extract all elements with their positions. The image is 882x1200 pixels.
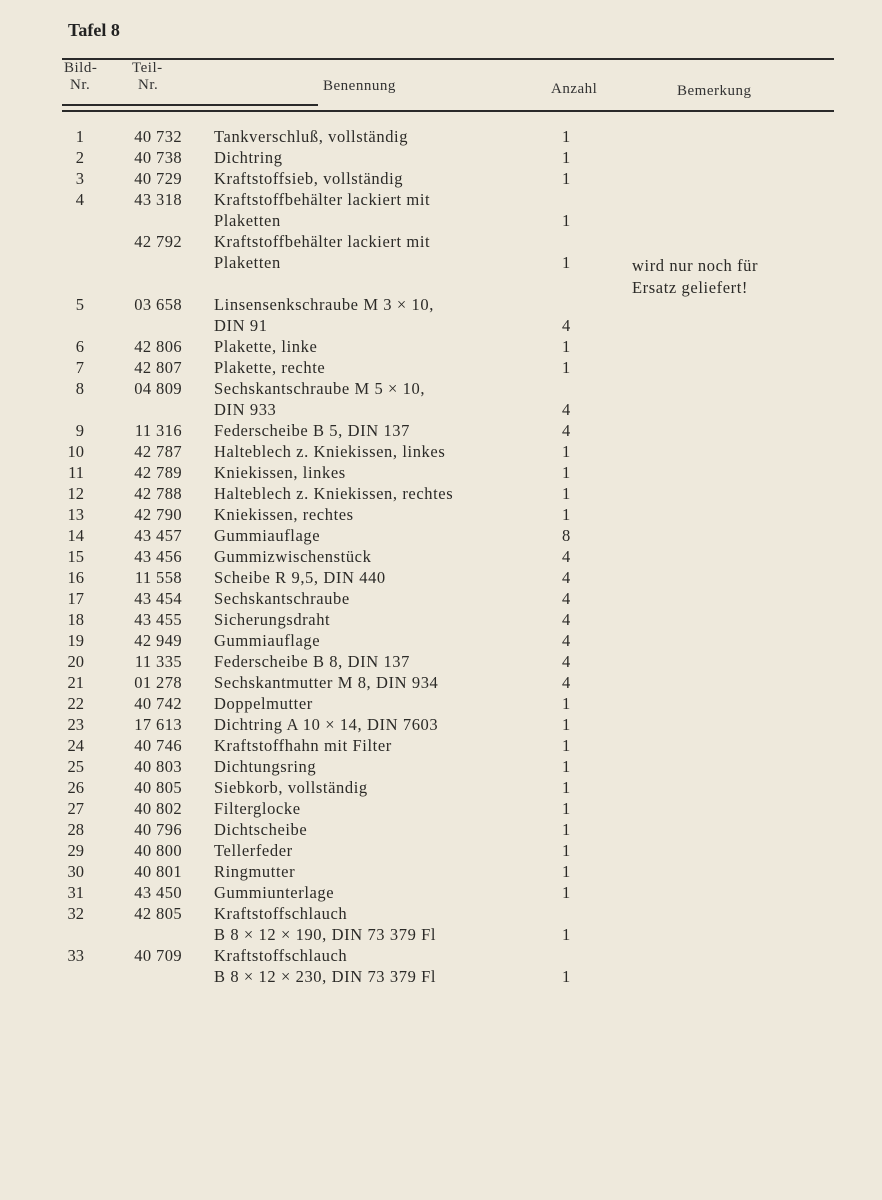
cell-anzahl: 1 [562,967,571,986]
cell-bild-nr: 9 [75,421,84,440]
cell-teil-nr: 43 450 [134,883,182,902]
cell-anzahl: 1 [562,358,571,377]
cell-bild-nr: 10 [67,442,84,461]
cell-anzahl: 1 [562,820,571,839]
cell-benennung: Halteblech z. Kniekissen, rechtes [214,484,454,503]
cell-anzahl: 4 [562,547,571,566]
cell-benennung: Dichtungsring [214,757,317,776]
cell-bild-nr: 21 [67,673,84,692]
cell-teil-nr: 40 742 [134,694,182,713]
cell-anzahl: 1 [562,484,571,503]
cell-benennung: B 8 × 12 × 190, DIN 73 379 Fl [214,925,437,944]
cell-teil-nr: 42 788 [134,484,182,503]
cell-benennung: Sechskantmutter M 8, DIN 934 [214,673,439,692]
cell-teil-nr: 11 335 [134,652,182,671]
cell-benennung: Dichtscheibe [214,820,308,839]
cell-benennung: Gummiauflage [214,631,321,650]
cell-anzahl: 8 [562,526,571,545]
cell-bild-nr: 4 [75,190,84,209]
cell-benennung: Doppelmutter [214,694,313,713]
cell-teil-nr: 04 809 [134,379,182,398]
header-teil-line1: Teil- [132,60,163,76]
cell-bild-nr: 26 [67,778,84,797]
cell-teil-nr: 01 278 [134,673,182,692]
cell-anzahl: 1 [562,925,571,944]
cell-bild-nr: 20 [67,652,84,671]
cell-benennung: Linsensenkschraube M 3 × 10, [214,295,434,314]
cell-teil-nr: 40 709 [134,946,182,965]
cell-anzahl: 4 [562,652,571,671]
cell-benennung: Kniekissen, linkes [214,463,346,482]
cell-bild-nr: 22 [67,694,84,713]
header-bild-line1: Bild- [64,60,98,76]
header-bild-nr [64,60,97,94]
cell-anzahl: 4 [562,610,571,629]
cell-teil-nr: 42 807 [134,358,182,377]
cell-benennung: Federscheibe B 5, DIN 137 [214,421,411,440]
cell-anzahl: 1 [562,778,571,797]
cell-anzahl: 4 [562,589,571,608]
cell-benennung: DIN 933 [214,400,277,419]
cell-benennung: Filterglocke [214,799,301,818]
cell-benennung: Plakette, linke [214,337,318,356]
header-bottom-rule [62,110,834,112]
cell-bild-nr: 15 [67,547,84,566]
cell-teil-nr: 11 558 [134,568,182,587]
remark-line2: Ersatz geliefert! [632,278,749,297]
cell-teil-nr: 43 457 [134,526,182,545]
cell-teil-nr: 40 729 [134,169,182,188]
cell-bild-nr: 3 [75,169,84,188]
cell-benennung: Sechskantschraube [214,589,350,608]
cell-teil-nr: 40 738 [134,148,182,167]
cell-bild-nr: 32 [67,904,84,923]
header-teil-line2: Nr. [138,77,159,93]
cell-bild-nr: 30 [67,862,84,881]
cell-anzahl: 1 [562,715,571,734]
cell-bild-nr: 23 [67,715,84,734]
cell-anzahl: 1 [562,757,571,776]
cell-teil-nr: 42 790 [134,505,182,524]
cell-bild-nr: 29 [67,841,84,860]
header-bemerkung: Bemerkung [677,83,752,99]
header-anzahl: Anzahl [551,81,598,97]
cell-anzahl: 4 [562,673,571,692]
cell-teil-nr: 42 789 [134,463,182,482]
cell-benennung: Kraftstoffsieb, vollständig [214,169,404,188]
cell-anzahl: 1 [562,148,571,167]
cell-anzahl: 1 [562,799,571,818]
cell-benennung: Plaketten [214,211,281,230]
cell-benennung: Sicherungsdraht [214,610,331,629]
cell-benennung: Plaketten [214,253,281,272]
cell-bild-nr: 11 [68,463,84,482]
cell-benennung: Gummiunterlage [214,883,335,902]
cell-anzahl: 4 [562,316,571,335]
cell-benennung: Sechskantschraube M 5 × 10, [214,379,426,398]
remark-line1: wird nur noch für [632,256,759,275]
cell-teil-nr: 40 800 [134,841,182,860]
cell-teil-nr: 40 803 [134,757,182,776]
cell-teil-nr: 11 316 [134,421,182,440]
cell-teil-nr: 42 787 [134,442,182,461]
cell-bild-nr: 33 [67,946,84,965]
cell-bild-nr: 1 [75,127,84,146]
cell-bild-nr: 16 [67,568,84,587]
cell-anzahl: 1 [562,736,571,755]
cell-teil-nr: 03 658 [134,295,182,314]
cell-anzahl: 1 [562,694,571,713]
cell-bild-nr: 28 [67,820,84,839]
cell-benennung: Kniekissen, rechtes [214,505,354,524]
cell-anzahl: 1 [562,841,571,860]
cell-bild-nr: 19 [67,631,84,650]
cell-bild-nr: 31 [67,883,84,902]
header-top-rule [62,58,834,60]
cell-benennung: Siebkorb, vollständig [214,778,368,797]
cell-teil-nr: 43 318 [134,190,182,209]
cell-bild-nr: 27 [67,799,84,818]
cell-benennung: Scheibe R 9,5, DIN 440 [214,568,386,587]
cell-bild-nr: 13 [67,505,84,524]
cell-benennung: Plakette, rechte [214,358,326,377]
header-bild-line2: Nr. [70,77,91,93]
cell-bild-nr: 25 [67,757,84,776]
cell-bild-nr: 8 [75,379,84,398]
cell-anzahl: 1 [562,505,571,524]
page-title: Tafel 8 [68,20,120,40]
cell-teil-nr: 43 456 [134,547,182,566]
cell-anzahl: 4 [562,568,571,587]
cell-teil-nr: 40 805 [134,778,182,797]
cell-teil-nr: 42 792 [134,232,182,251]
cell-bild-nr: 18 [67,610,84,629]
cell-benennung: Kraftstoffhahn mit Filter [214,736,392,755]
cell-bild-nr: 24 [67,736,84,755]
cell-anzahl: 1 [562,883,571,902]
cell-anzahl: 1 [562,442,571,461]
cell-bild-nr: 12 [67,484,84,503]
cell-bild-nr: 17 [67,589,84,608]
cell-teil-nr: 42 806 [134,337,182,356]
cell-benennung: Kraftstoffbehälter lackiert mit [214,232,431,251]
cell-benennung: DIN 91 [214,316,268,335]
cell-teil-nr: 40 746 [134,736,182,755]
cell-teil-nr: 42 805 [134,904,182,923]
cell-benennung: Kraftstoffschlauch [214,946,348,965]
cell-bild-nr: 7 [75,358,84,377]
cell-teil-nr: 40 732 [134,127,182,146]
cell-benennung: Halteblech z. Kniekissen, linkes [214,442,446,461]
cell-bild-nr: 14 [67,526,84,545]
cell-anzahl: 4 [562,400,571,419]
cell-anzahl: 4 [562,631,571,650]
cell-teil-nr: 42 949 [134,631,182,650]
cell-benennung: Ringmutter [214,862,296,881]
cell-teil-nr: 40 802 [134,799,182,818]
cell-anzahl: 1 [562,211,571,230]
cell-benennung: Gummiauflage [214,526,321,545]
header-benennung: Benennung [323,78,396,94]
cell-benennung: Kraftstoffbehälter lackiert mit [214,190,431,209]
cell-teil-nr: 17 613 [134,715,182,734]
cell-teil-nr: 43 455 [134,610,182,629]
cell-bild-nr: 5 [75,295,84,314]
cell-anzahl: 4 [562,421,571,440]
cell-benennung: Gummizwischenstück [214,547,372,566]
cell-bild-nr: 2 [75,148,84,167]
cell-teil-nr: 40 801 [134,862,182,881]
cell-anzahl: 1 [562,253,571,272]
cell-benennung: Federscheibe B 8, DIN 137 [214,652,411,671]
cell-benennung: Dichtring A 10 × 14, DIN 7603 [214,715,439,734]
cell-benennung: Dichtring [214,148,283,167]
remark-note [632,255,758,299]
cell-anzahl: 1 [562,127,571,146]
header-bottom-rule-left [62,104,318,106]
cell-benennung: Kraftstoffschlauch [214,904,348,923]
cell-benennung: Tankverschluß, vollständig [214,127,409,146]
header-teil-nr [132,60,163,94]
cell-anzahl: 1 [562,463,571,482]
cell-bild-nr: 6 [75,337,84,356]
cell-teil-nr: 43 454 [134,589,182,608]
cell-anzahl: 1 [562,169,571,188]
cell-teil-nr: 40 796 [134,820,182,839]
cell-anzahl: 1 [562,337,571,356]
cell-anzahl: 1 [562,862,571,881]
cell-benennung: Tellerfeder [214,841,293,860]
cell-benennung: B 8 × 12 × 230, DIN 73 379 Fl [214,967,437,986]
